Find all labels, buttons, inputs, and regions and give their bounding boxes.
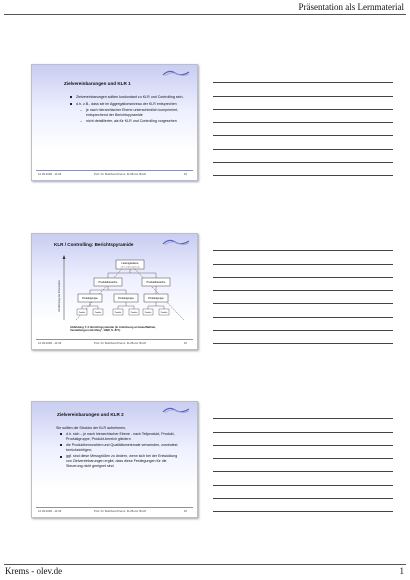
note-line [213, 419, 393, 432]
sub-bullet-item: – nicht detaillierter, als für KLR und Controlling vorgesehen [80, 119, 190, 124]
figure-caption: Abbildung 7-4: Berichtspyramide (in Anlehnung an Haas/Nathan, Verwaltungscontrolling², 1998, S. 87f.) [70, 325, 156, 333]
notes-lines-1 [213, 70, 393, 176]
note-line [213, 472, 393, 485]
axis-label: Verdichtung der Information [58, 280, 61, 312]
box-top-label: Leitungsebene [121, 262, 139, 265]
note-line [213, 499, 393, 512]
bullet-item: d.h. sich – je nach hierarchischer Ebene - nach Teilprodukt, Produkt, Produktgruppe, Produkt-bereich gliedern [60, 432, 181, 441]
slide-date: 12.09.2006 - 11:06 [38, 341, 62, 345]
footer-page-number: 1 [399, 566, 404, 576]
bullet-item: die Produktkennzahlen und Qualitätsmerkmale verwenden, zumindest berücksichtigen; [60, 443, 181, 452]
box-leaf-label: Produkt [78, 312, 86, 314]
note-line [213, 406, 393, 419]
footer-site: Krems - olev.de [5, 566, 63, 576]
note-line [213, 304, 393, 317]
box-leaf-label: Produkt [144, 312, 152, 314]
note-line [213, 278, 393, 291]
bullet-item: Zielvereinbarungen sollten konkordant zu KLR und Controlling sein, [70, 95, 190, 100]
slide-bullets [70, 95, 190, 125]
slide-date: 12.09.2006 - 11:06 [38, 509, 62, 513]
note-line [213, 97, 393, 110]
notes-lines-3 [213, 406, 393, 512]
slide-title: KLR / Controlling: Berichtspyramide [54, 242, 134, 247]
note-line [213, 486, 393, 499]
header-divider [4, 14, 406, 15]
fh-bund-logo [161, 237, 191, 247]
box-top-sublabel: z.B. Landesregierung [120, 266, 140, 269]
note-line [213, 110, 393, 123]
slide-footer [36, 507, 193, 514]
note-line [213, 123, 393, 136]
note-line [213, 163, 393, 176]
box-low-2-label: Produktgruppe [118, 297, 134, 300]
note-line [213, 150, 393, 163]
slide-number: 16 [183, 509, 187, 513]
box-low-3-label: Produktgruppe [148, 297, 164, 300]
bullet-item: ggf. sind diese Messgrößen zu ändern, wenn sich bei der Entwicklung von Zielvereinbarungen ergibt, dass diese Festlegungen für die Steuerung nicht geeignet sind. [60, 454, 181, 468]
slide-author: Prof. Dr. Burkhard Krems, FH Bund, Brühl [94, 341, 146, 345]
slide-number: 16 [183, 341, 187, 345]
note-line [213, 70, 393, 83]
note-line [213, 136, 393, 149]
fh-bund-logo [161, 68, 191, 78]
box-mid-right-label: Produktbereiche [146, 281, 166, 284]
slide-author: Prof. Dr. Burkhard Krems, FH Bund, Brühl [94, 509, 146, 513]
berichtspyramide-diagram [46, 248, 192, 330]
slide-footer [36, 170, 193, 177]
note-line [213, 446, 393, 459]
note-line [213, 459, 393, 472]
slide-2 [31, 233, 198, 350]
slide-date: 12.09.2006 - 11:06 [38, 172, 62, 176]
slide-footer [36, 339, 193, 346]
note-line [213, 238, 393, 251]
slide-body [56, 426, 181, 470]
box-mid-left-label: Produktbereiche [98, 281, 118, 284]
footer-divider [4, 564, 406, 565]
sub-bullet-item: – je nach hierarchischer Ebene unterschiedlich komprimiert, entsprechend der Berichtspyramide [80, 108, 190, 117]
note-line [213, 433, 393, 446]
note-line [213, 251, 393, 264]
slide-title: Zielvereinbarungen und KLR 2 [57, 412, 124, 417]
notes-lines-2 [213, 238, 393, 344]
box-leaf-label: Produkt [130, 312, 138, 314]
fh-bund-logo [161, 405, 191, 415]
box-leaf-label: Produkt [160, 312, 168, 314]
slide-1 [31, 64, 198, 181]
slide-number: 15 [183, 172, 187, 176]
note-line [213, 331, 393, 344]
page-header-title: Präsentation als Lernmaterial [298, 2, 404, 12]
note-line [213, 291, 393, 304]
slide-title: Zielvereinbarungen und KLR 1 [64, 81, 131, 86]
axis-arrowhead [63, 255, 66, 259]
bullet-item: d.h. z.B., dass sie im Aggregationsniveau der KLR entsprechen [70, 102, 190, 107]
box-leaf-label: Produkt [94, 312, 102, 314]
note-line [213, 318, 393, 331]
slide-intro: Sie sollten die Struktur der KLR aufnehmen, [56, 426, 127, 430]
note-line [213, 83, 393, 96]
slide-3 [31, 401, 198, 518]
box-low-1-label: Produktgruppe [82, 297, 98, 300]
slide-author: Prof. Dr. Burkhard Krems, FH Bund, Brühl [94, 172, 146, 176]
box-leaf-label: Produkt [114, 312, 122, 314]
note-line [213, 265, 393, 278]
